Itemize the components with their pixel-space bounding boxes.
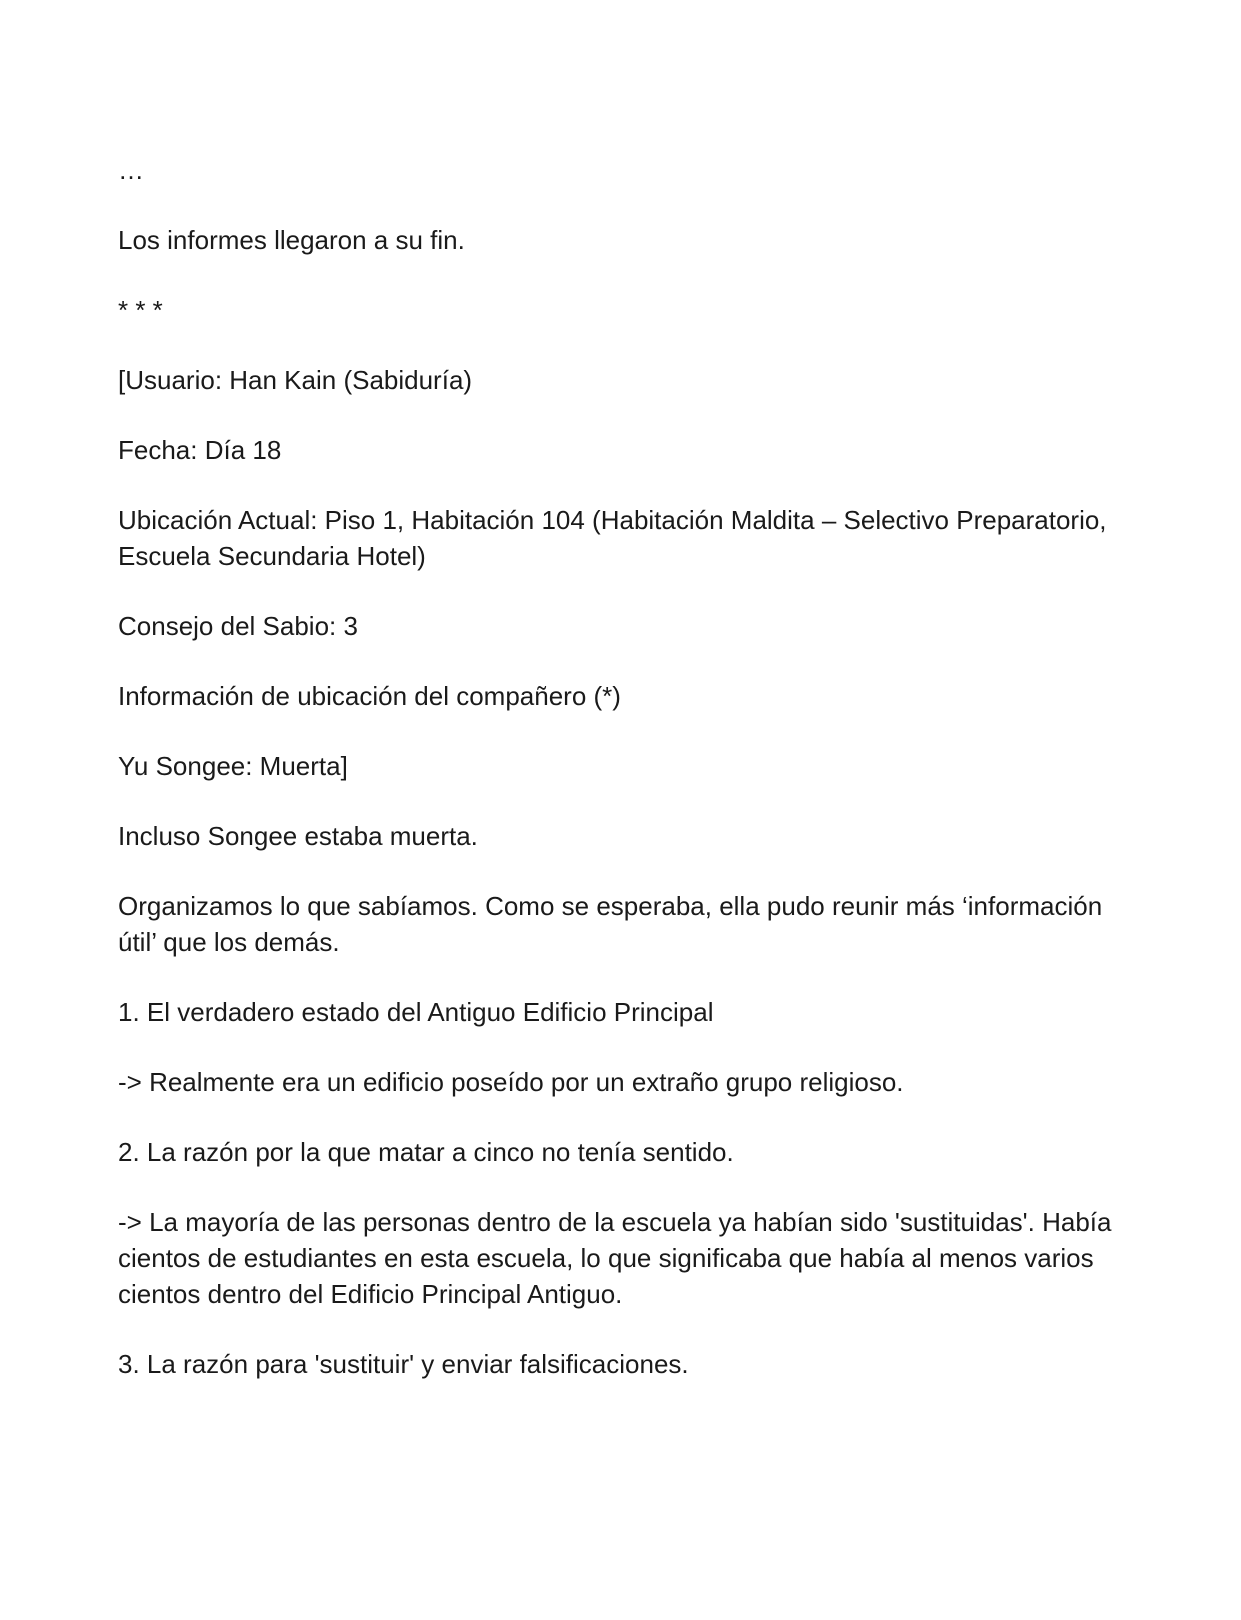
list-item-2: 2. La razón por la que matar a cinco no tenía sentido. [118,1137,734,1167]
document-body [118,152,1128,1416]
status-companion-yu-songee: Yu Songee: Muerta] [118,751,348,781]
status-user: [Usuario: Han Kain (Sabiduría) [118,365,473,395]
list-item-1-answer: -> Realmente era un edificio poseído por un extraño grupo religioso. [118,1067,904,1097]
list-item-2-answer: -> La mayoría de las personas dentro de la escuela ya habían sido 'sustituidas'. Había cientos de estudiantes en esta escuela, lo que significaba que había al menos varios cientos dentro del Edificio Principal Antiguo. [118,1207,1119,1309]
paragraph-reports-ended: Los informes llegaron a su fin. [118,225,465,255]
list-item-3: 3. La razón para 'sustituir' y enviar falsificaciones. [118,1349,689,1379]
ellipsis-line: … [118,155,144,185]
paragraph-organized-info: Organizamos lo que sabíamos. Como se esperaba, ella pudo reunir más ‘información útil’ que los demás. [118,891,1110,957]
status-date: Fecha: Día 18 [118,435,282,465]
scene-break: * * * [118,295,163,325]
status-location: Ubicación Actual: Piso 1, Habitación 104 (Habitación Maldita – Selectivo Preparatorio, Escuela Secundaria Hotel) [118,505,1114,571]
paragraph-songee-dead: Incluso Songee estaba muerta. [118,821,478,851]
status-companion-info: Información de ubicación del compañero (*) [118,681,621,711]
list-item-1: 1. El verdadero estado del Antiguo Edificio Principal [118,997,714,1027]
status-sage-advice: Consejo del Sabio: 3 [118,611,358,641]
